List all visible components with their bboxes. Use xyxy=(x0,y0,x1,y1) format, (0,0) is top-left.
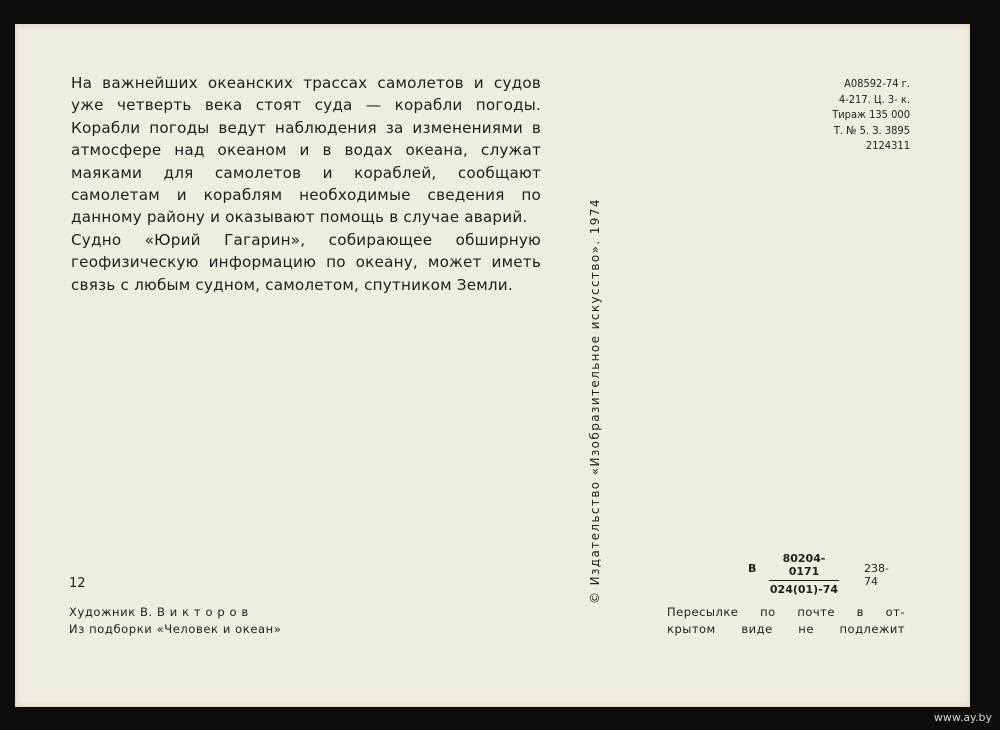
credits xyxy=(69,604,281,638)
price-code-fraction xyxy=(769,552,839,596)
series-credit: Из подборки «Человек и океан» xyxy=(69,622,282,636)
description-paragraph-1: На важнейших океанских трассах самолетов и судов уже четверть века стоят суда — корабли погоды. Корабли погоды ведут наблюдения за изменениями в атмосфере над океаном и в водах океана, служат маяками для самолетов и кораблей, сообщают самолетам и кораблям необходимые сведения по данному району и оказывают помощь в случае аварий. xyxy=(71,74,541,227)
price-code-prefix: В xyxy=(748,562,757,575)
postal-note xyxy=(667,604,905,638)
price-code-denominator: 024(01)-74 xyxy=(769,583,839,596)
postal-note-line-1: Пересылке по почте в от- xyxy=(667,605,905,619)
pub-info-line: Тираж 135 000 xyxy=(832,108,910,122)
price-code-suffix: 238-74 xyxy=(864,562,889,588)
pub-info-line: 2124311 xyxy=(865,139,910,153)
pub-info-line: Т. № 5. З. 3895 xyxy=(833,123,910,137)
artist-credit: Художник В. В и к т о р о в xyxy=(69,605,249,619)
page-number: 12 xyxy=(69,576,86,591)
postcard-back xyxy=(15,24,970,707)
site-watermark: www.ay.by xyxy=(933,711,992,724)
pub-info-line: 4-217. Ц. 3- к. xyxy=(838,92,910,106)
postal-note-line-2: крытом виде не подлежит xyxy=(667,622,905,636)
pub-info-line: А08592-74 г. xyxy=(844,77,910,90)
copyright-notice: © Издательство «Изобразительное искусство». 1974 xyxy=(588,198,602,604)
price-code-numerator: 80204-0171 xyxy=(769,552,839,581)
publication-info xyxy=(780,76,910,154)
description-paragraph-2: Судно «Юрий Гагарин», собирающее обширную геофизическую информацию по океану, может иметь связь с любым судном, самолетом, спутником Земли. xyxy=(71,230,541,294)
description-text xyxy=(71,72,541,296)
